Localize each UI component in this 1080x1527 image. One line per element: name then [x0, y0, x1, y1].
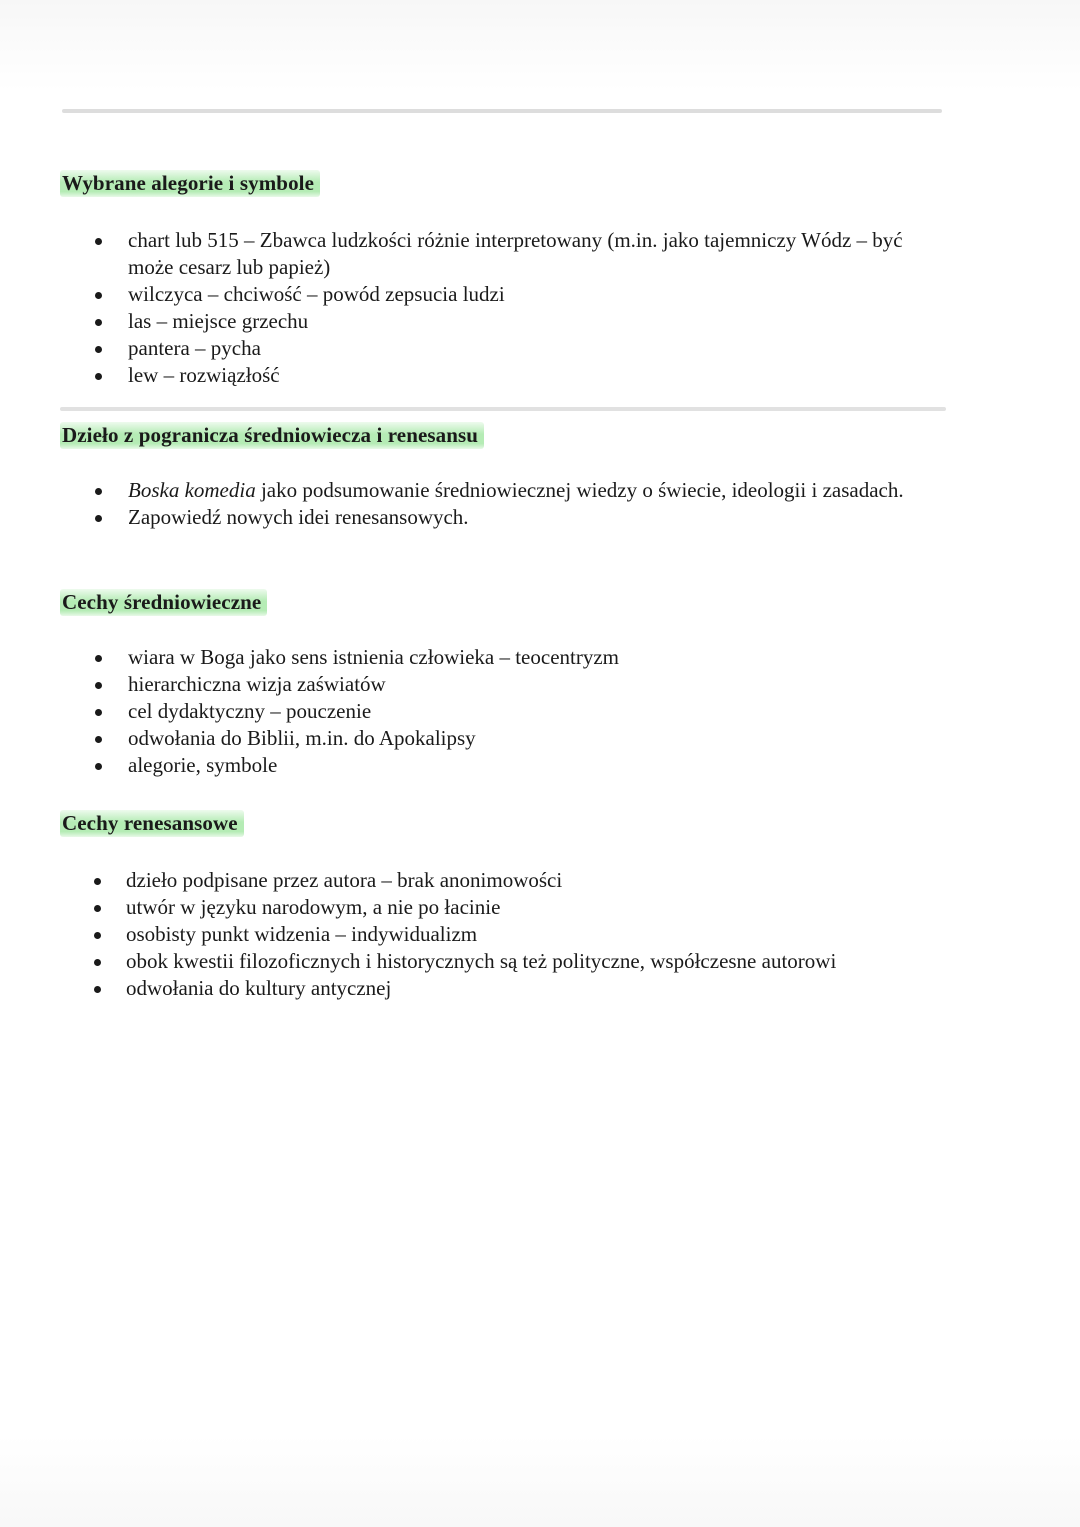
- bullet-icon: [94, 905, 101, 912]
- bullet-icon: [95, 319, 102, 326]
- bullet-icon: [95, 488, 102, 495]
- bullet-icon: [95, 346, 102, 353]
- list-item: wilczyca – chciwość – powód zepsucia ludzi: [60, 281, 950, 308]
- bullet-icon: [94, 986, 101, 993]
- section-medieval-features: [60, 589, 950, 779]
- list-item: chart lub 515 – Zbawca ludzkości różnie interpretowany (m.in. jako tajemniczy Wódz – być może cesarz lub papież): [60, 227, 950, 281]
- bullet-icon: [95, 682, 102, 689]
- list-item: pantera – pycha: [60, 335, 950, 362]
- bullet-icon: [94, 878, 101, 885]
- bullet-icon: [95, 515, 102, 522]
- bullet-icon: [95, 763, 102, 770]
- section-heading: Cechy średniowieczne: [60, 589, 267, 616]
- bullet-icon: [95, 292, 102, 299]
- list-item: odwołania do Biblii, m.in. do Apokalipsy: [60, 725, 950, 752]
- renaissance-list: [60, 867, 950, 1002]
- list-item: lew – rozwiązłość: [60, 362, 950, 389]
- section-allegories: [60, 170, 950, 389]
- list-item: odwołania do kultury antycznej: [60, 975, 950, 1002]
- list-item: Zapowiedź nowych idei renesansowych.: [60, 504, 950, 531]
- list-item: utwór w języku narodowym, a nie po łacinie: [60, 894, 950, 921]
- middle-divider: [60, 407, 946, 411]
- list-item: osobisty punkt widzenia – indywidualizm: [60, 921, 950, 948]
- top-divider: [62, 109, 942, 113]
- section-heading: Wybrane alegorie i symbole: [60, 170, 320, 197]
- list-item: obok kwestii filozoficznych i historycznych są też polityczne, współczesne autorowi: [60, 948, 950, 975]
- bullet-icon: [95, 655, 102, 662]
- allegories-list: [60, 227, 950, 389]
- list-item: cel dydaktyczny – pouczenie: [60, 698, 950, 725]
- section-heading: Dzieło z pogranicza średniowiecza i renesansu: [60, 422, 484, 449]
- section-borderland-work: [60, 422, 950, 531]
- list-item: hierarchiczna wizja zaświatów: [60, 671, 950, 698]
- bullet-icon: [95, 373, 102, 380]
- borderland-list: [60, 477, 950, 531]
- section-heading: Cechy renesansowe: [60, 810, 244, 837]
- bullet-icon: [95, 736, 102, 743]
- list-item: Boska komedia jako podsumowanie średniowiecznej wiedzy o świecie, ideologii i zasadach.: [60, 477, 950, 504]
- book-title: Boska komedia: [128, 478, 256, 503]
- list-item: alegorie, symbole: [60, 752, 950, 779]
- bullet-icon: [94, 932, 101, 939]
- medieval-list: [60, 644, 950, 779]
- list-item: las – miejsce grzechu: [60, 308, 950, 335]
- bullet-icon: [95, 238, 102, 245]
- list-item: wiara w Boga jako sens istnienia człowieka – teocentryzm: [60, 644, 950, 671]
- list-item: dzieło podpisane przez autora – brak anonimowości: [60, 867, 950, 894]
- bullet-icon: [95, 709, 102, 716]
- section-renaissance-features: [60, 810, 950, 1002]
- bullet-icon: [94, 959, 101, 966]
